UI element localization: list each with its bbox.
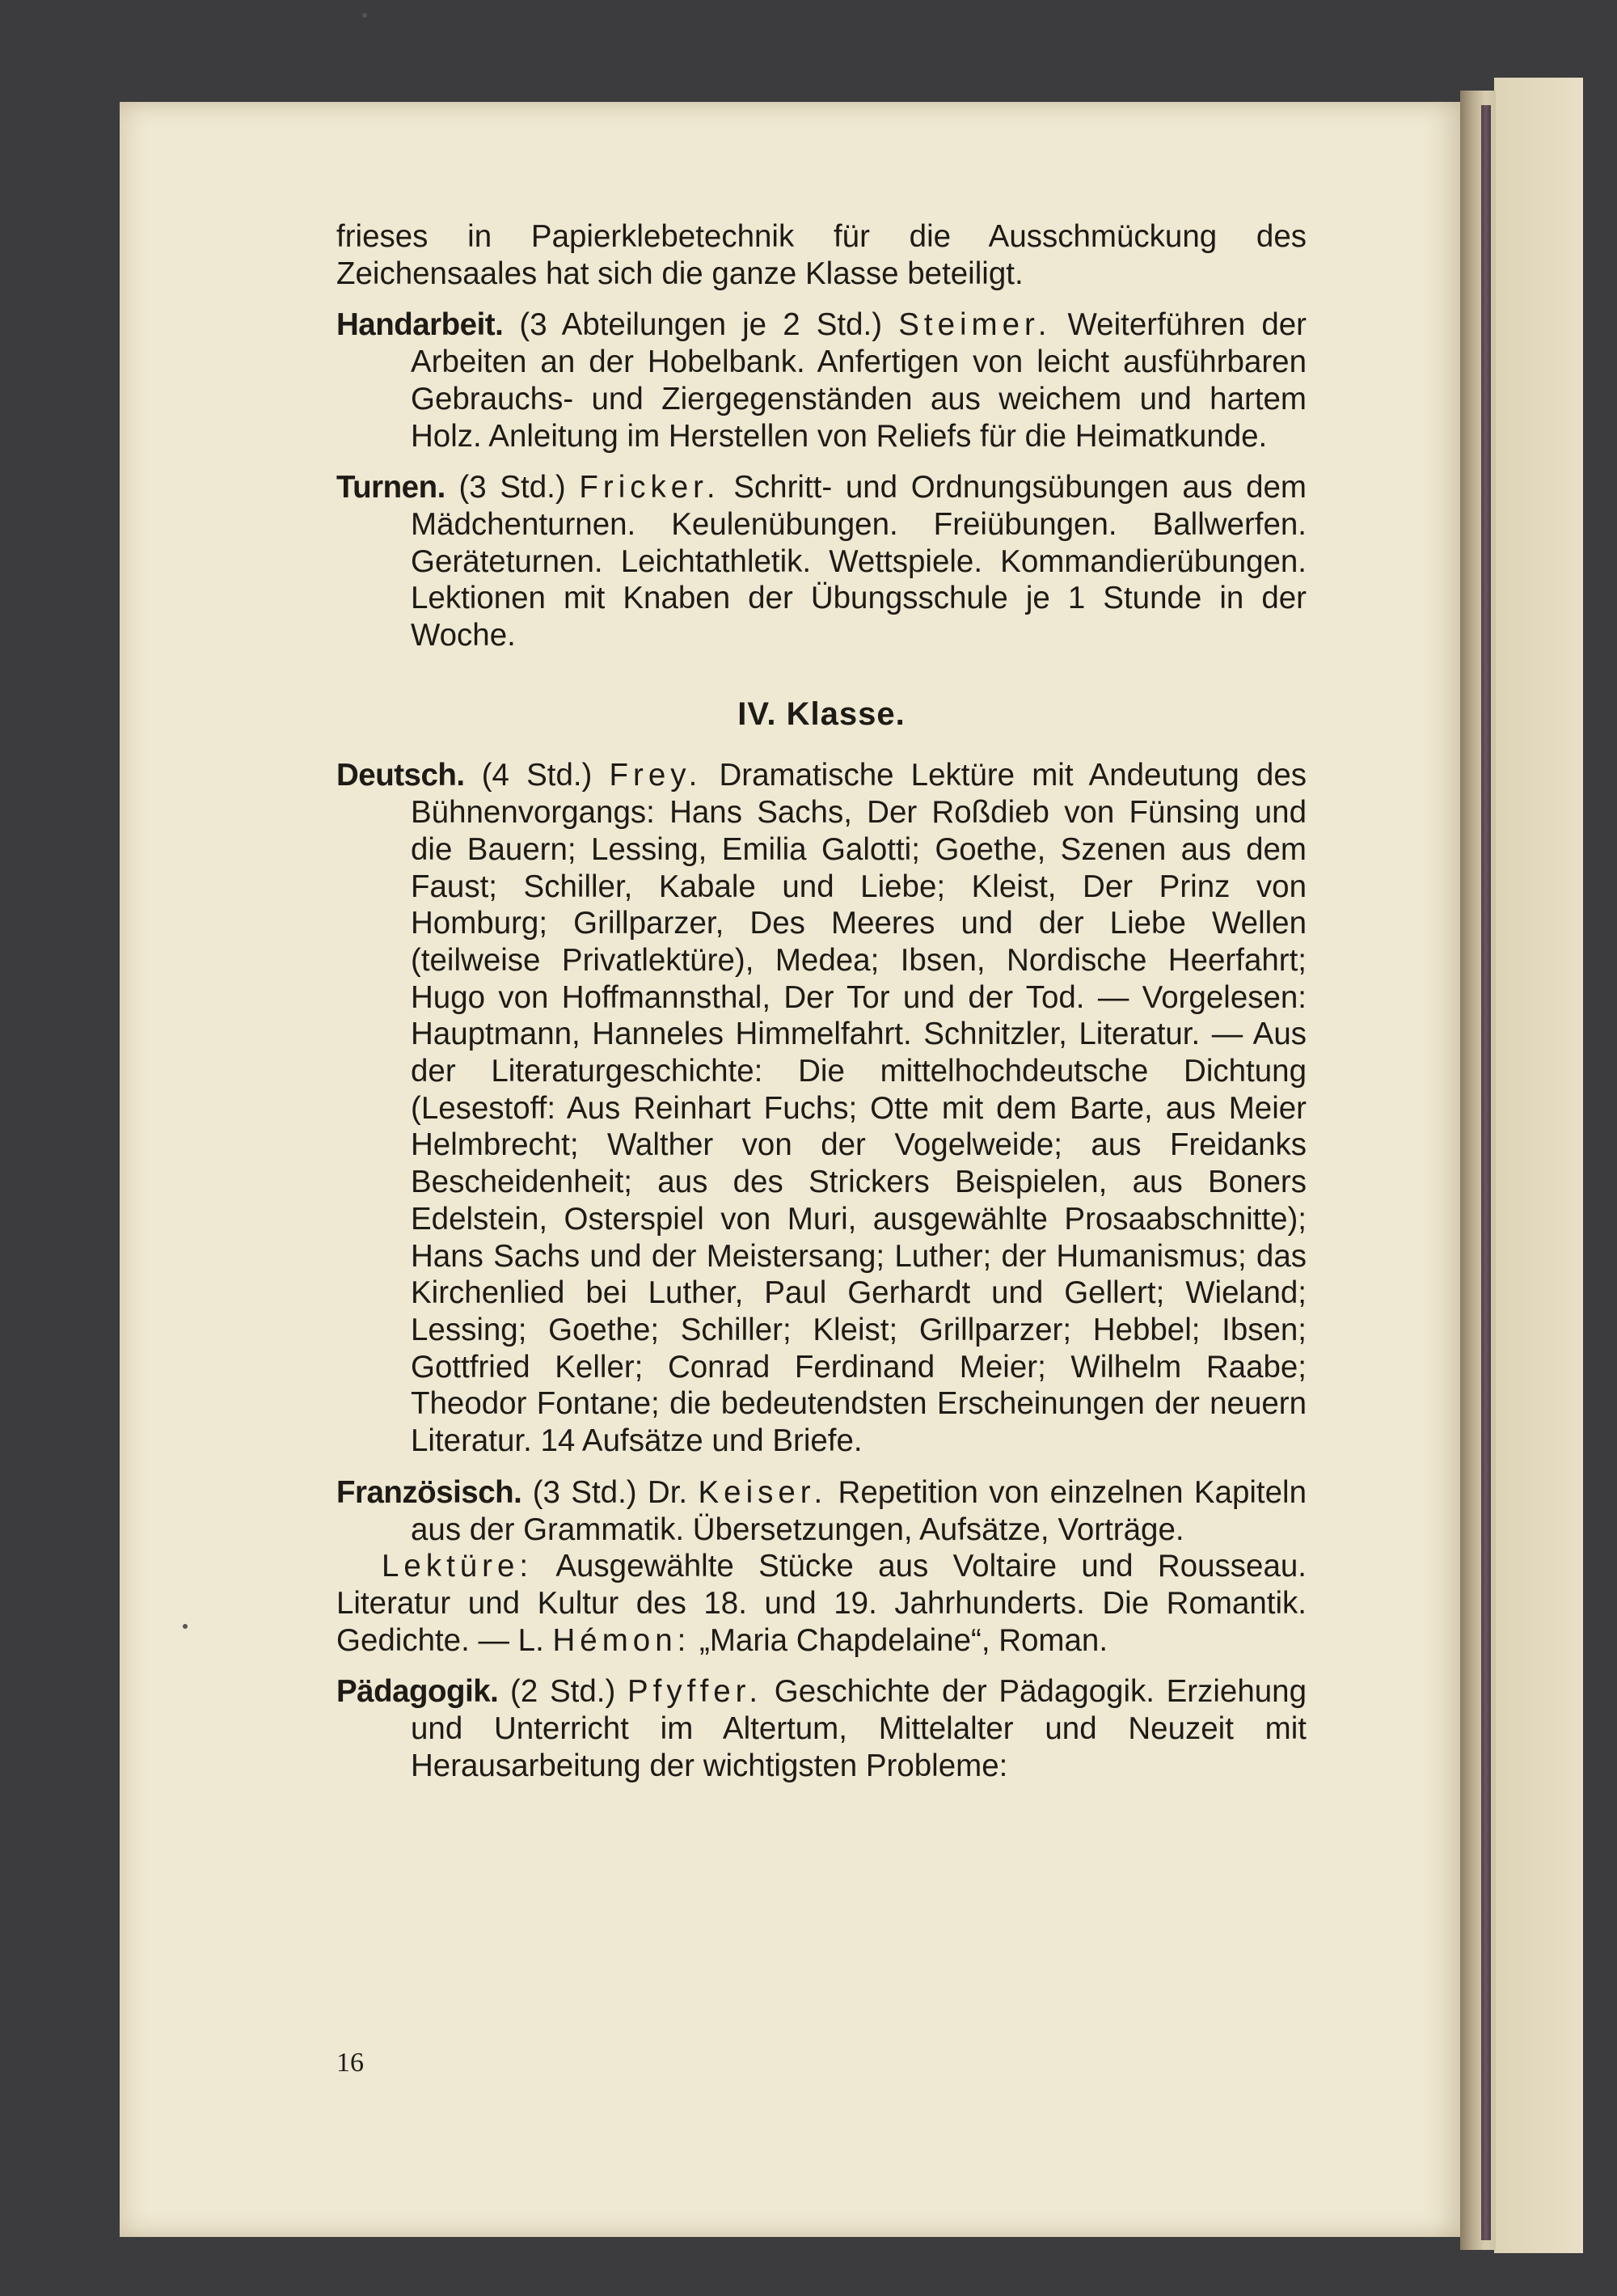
subject-heading: Turnen. — [336, 470, 445, 505]
intro-paragraph: frieses in Papierklebetechnik für die Ausschmückung des Zeichensaales hat sich die ganze Klasse beteiligt. — [336, 219, 1307, 291]
page-number: 16 — [336, 2048, 364, 2078]
dust-speck — [183, 1624, 188, 1629]
lektuere-label: Lektüre: — [382, 1549, 534, 1584]
entry-paedagogik: Pädagogik. (2 Std.) Pfyffer. Geschichte der Pädagogik. Erziehung und Unterricht im Altertum, Mittelalter und Neuzeit mit Herausarbeitung der wichtigsten Probleme: — [336, 1674, 1307, 1783]
subject-heading: Deutsch. — [336, 758, 465, 793]
entry-handarbeit: Handarbeit. (3 Abteilungen je 2 Std.) Steimer. Weiterführen der Arbeiten an der Hobelbank. Anfertigen von leicht ausführbaren Gebrauchs- und Ziergegenständen aus weichem und hartem Holz. Anleitung im Herstellen von Reliefs für die Heimatkunde. — [336, 307, 1307, 454]
page-text — [336, 218, 1307, 1784]
class-heading: IV. Klasse. — [737, 696, 906, 732]
author-name: Hémon: — [552, 1622, 691, 1658]
teacher-name: Steimer. — [898, 307, 1052, 343]
teacher-name: Frey. — [609, 758, 703, 793]
subject-heading: Handarbeit. — [336, 307, 504, 343]
lektuere-paragraph: Lektüre: Ausgewählte Stücke aus Voltaire und Rousseau. Literatur und Kultur des 18. und 19. Jahrhunderts. Die Romantik. Gedichte. — L. Hémon: „Maria Chapdelaine“, Roman. — [336, 1549, 1307, 1658]
entry-franzoesisch: Französisch. (3 Std.) Dr. Keiser. Repetition von einzelnen Kapiteln aus der Grammatik. Übersetzungen, Aufsätze, Vorträge. — [336, 1474, 1307, 1547]
subject-heading: Französisch. — [336, 1474, 522, 1510]
subject-heading: Pädagogik. — [336, 1674, 499, 1710]
dust-speck — [362, 13, 367, 18]
bookmark-ribbon — [1481, 105, 1491, 2240]
entry-turnen: Turnen. (3 Std.) Fricker. Schritt- und Ordnungsübungen aus dem Mädchenturnen. Keulenübungen. Freiübungen. Ballwerfen. Geräteturnen. Leichtathletik. Wettspiele. Kommandierübungen. Lektionen mit Knaben der Übungsschule je 1 Stunde in der Woche. — [336, 470, 1307, 653]
teacher-name: Fricker. — [579, 470, 720, 505]
entry-deutsch: Deutsch. (4 Std.) Frey. Dramatische Lektüre mit Andeutung des Bühnenvorgangs: Hans Sachs, Der Roßdieb von Fünsing und die Bauern; Lessing, Emilia Galotti; Goethe, Szenen aus dem Faust; Schiller, Kabale und Liebe; Kleist, Der Prinz von Homburg; Grillparzer, Des Meeres und der Liebe Wellen (teilweise Privatlektüre), Medea; Ibsen, Nordische Heerfahrt; Hugo von Hoffmannsthal, Der Tor und der Tod. — Vorgelesen: Hauptmann, Hanneles Himmelfahrt. Schnitzler, Literatur. — Aus der Literaturgeschichte: Die mittelhochdeutsche Dichtung (Lesestoff: Aus Reinhart Fuchs; Otte mit dem Barte, aus Meier Helmbrecht; Walther von der Vogelweide; aus Freidanks Bescheidenheit; aus des Strickers Beispielen, aus Boners Edelstein, Osterspiel von Muri, ausgewählte Prosaabschnitte); Hans Sachs und der Meistersang; Luther; der Humanismus; das Kirchenlied bei Luther, Paul Gerhardt und Gellert; Wieland; Lessing; Goethe; Schiller; Kleist; Grillparzer; Hebbel; Ibsen; Gottfried Keller; Conrad Ferdinand Meier; Wilhelm Raabe; Theodor Fontane; die bedeutendsten Erscheinungen der neuern Literatur. 14 Aufsätze und Briefe. — [336, 758, 1307, 1459]
adjacent-page-edge — [1494, 78, 1583, 2253]
teacher-name: Keiser. — [698, 1474, 828, 1510]
teacher-name: Pfyffer. — [627, 1674, 763, 1710]
